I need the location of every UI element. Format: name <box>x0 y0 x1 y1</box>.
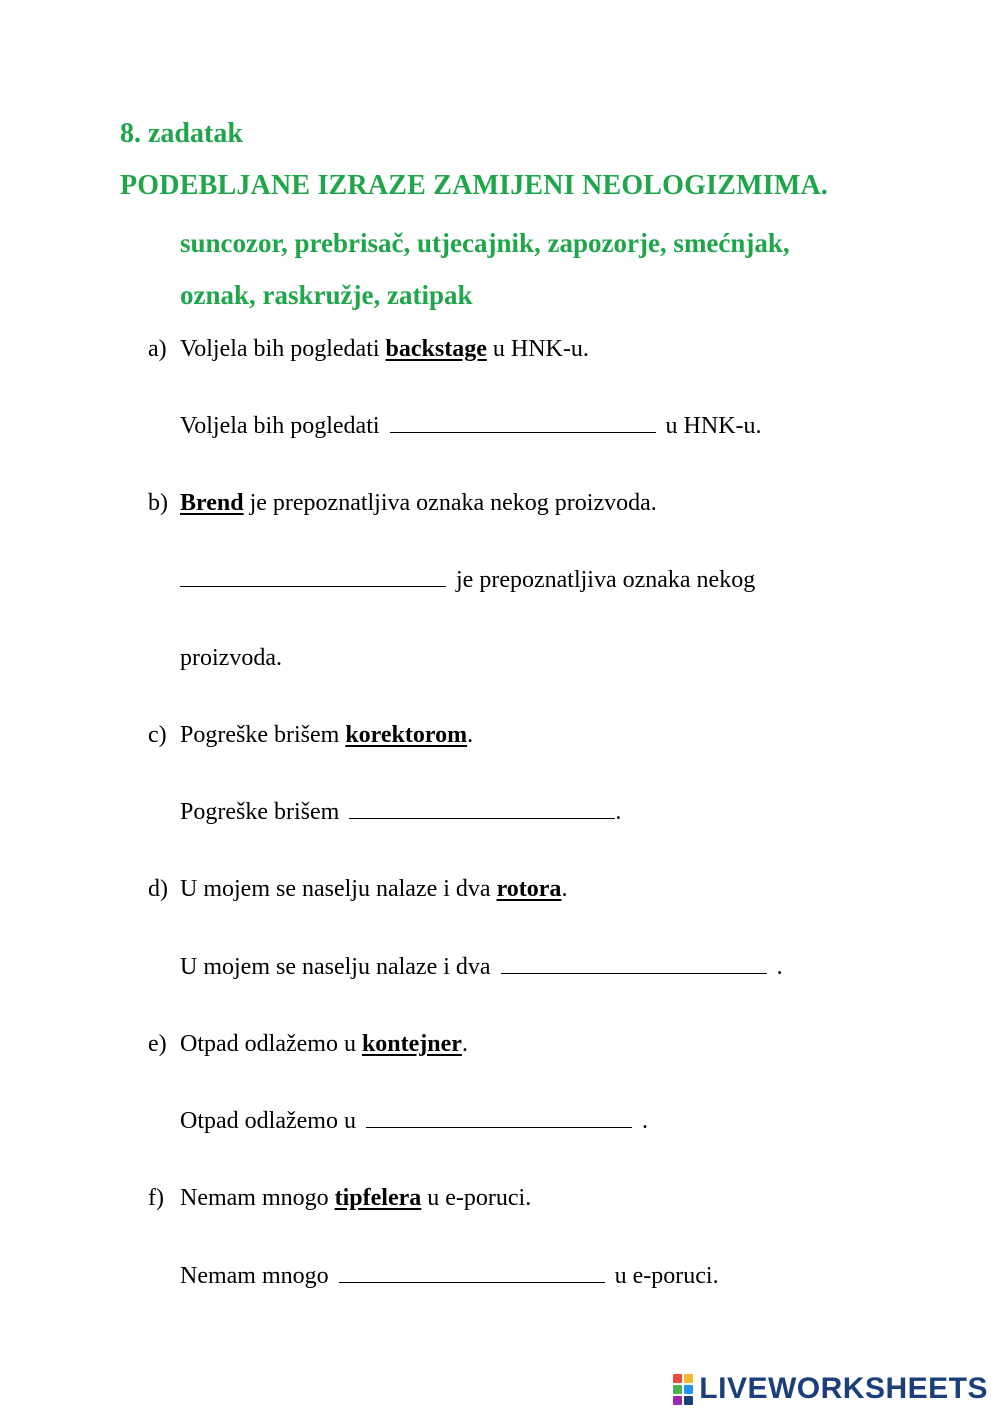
item-b-label: b) <box>148 490 168 516</box>
item-c-bold-term: korektorom <box>345 722 468 748</box>
word-bank-line-2: oznak, raskružje, zatipak <box>180 280 473 310</box>
item-e-answer-sentence: Otpad odlažemo u . <box>180 1108 648 1134</box>
item-c-answer-sentence: Pogreške brišem . <box>180 799 622 825</box>
item-b-original-sentence: Brend je prepoznatljiva oznaka nekog proizvoda. <box>180 490 657 516</box>
item-f-answer-blank[interactable] <box>339 1281 605 1283</box>
liveworksheets-logo-icon <box>673 1374 693 1405</box>
item-e-bold-term: kontejner <box>361 1031 462 1057</box>
item-e-original-sentence: Otpad odlažemo u kontejner. <box>180 1031 468 1057</box>
item-f-label: f) <box>148 1185 164 1211</box>
item-f-original-sentence: Nemam mnogo tipfelera u e-poruci. <box>180 1185 532 1211</box>
liveworksheets-logo[interactable] <box>673 1372 988 1406</box>
item-b-bold-term: Brend <box>180 490 244 516</box>
item-b-answer-blank[interactable] <box>180 585 446 587</box>
item-f-bold-term: tipfelera <box>334 1185 422 1211</box>
item-e-answer-blank[interactable] <box>366 1126 632 1128</box>
item-a-answer-sentence: Voljela bih pogledati u HNK-u. <box>180 413 762 439</box>
item-d-bold-term: rotora <box>496 876 562 902</box>
item-c-original-sentence: Pogreške brišem korektorom. <box>180 722 474 748</box>
item-d-original-sentence: U mojem se naselju nalaze i dva rotora. <box>180 876 568 902</box>
item-b-answer-sentence: je prepoznatljiva oznaka nekog <box>180 567 755 594</box>
item-a-answer-blank[interactable] <box>390 431 656 433</box>
word-bank-line-1: suncozor, prebrisač, utjecajnik, zapozorje, smećnjak, <box>180 228 790 258</box>
item-c-label: c) <box>148 722 167 748</box>
item-a-original-sentence: Voljela bih pogledati backstage u HNK-u. <box>180 336 589 362</box>
item-a-bold-term: backstage <box>385 336 487 362</box>
item-f-answer-sentence: Nemam mnogo u e-poruci. <box>180 1263 719 1289</box>
item-a-label: a) <box>148 336 167 362</box>
task-number: 8. zadatak <box>120 118 243 149</box>
item-d-label: d) <box>148 876 168 902</box>
item-b-answer-continuation: proizvoda. <box>180 645 282 671</box>
liveworksheets-logo-text: LIVEWORKSHEETS <box>699 1372 988 1405</box>
item-e-label: e) <box>148 1031 167 1057</box>
item-d-answer-sentence: U mojem se naselju nalaze i dva . <box>180 954 783 980</box>
item-c-answer-blank[interactable] <box>349 817 615 819</box>
item-d-answer-blank[interactable] <box>501 972 767 974</box>
instruction-heading: PODEBLJANE IZRAZE ZAMIJENI NEOLOGIZMIMA. <box>120 170 829 201</box>
